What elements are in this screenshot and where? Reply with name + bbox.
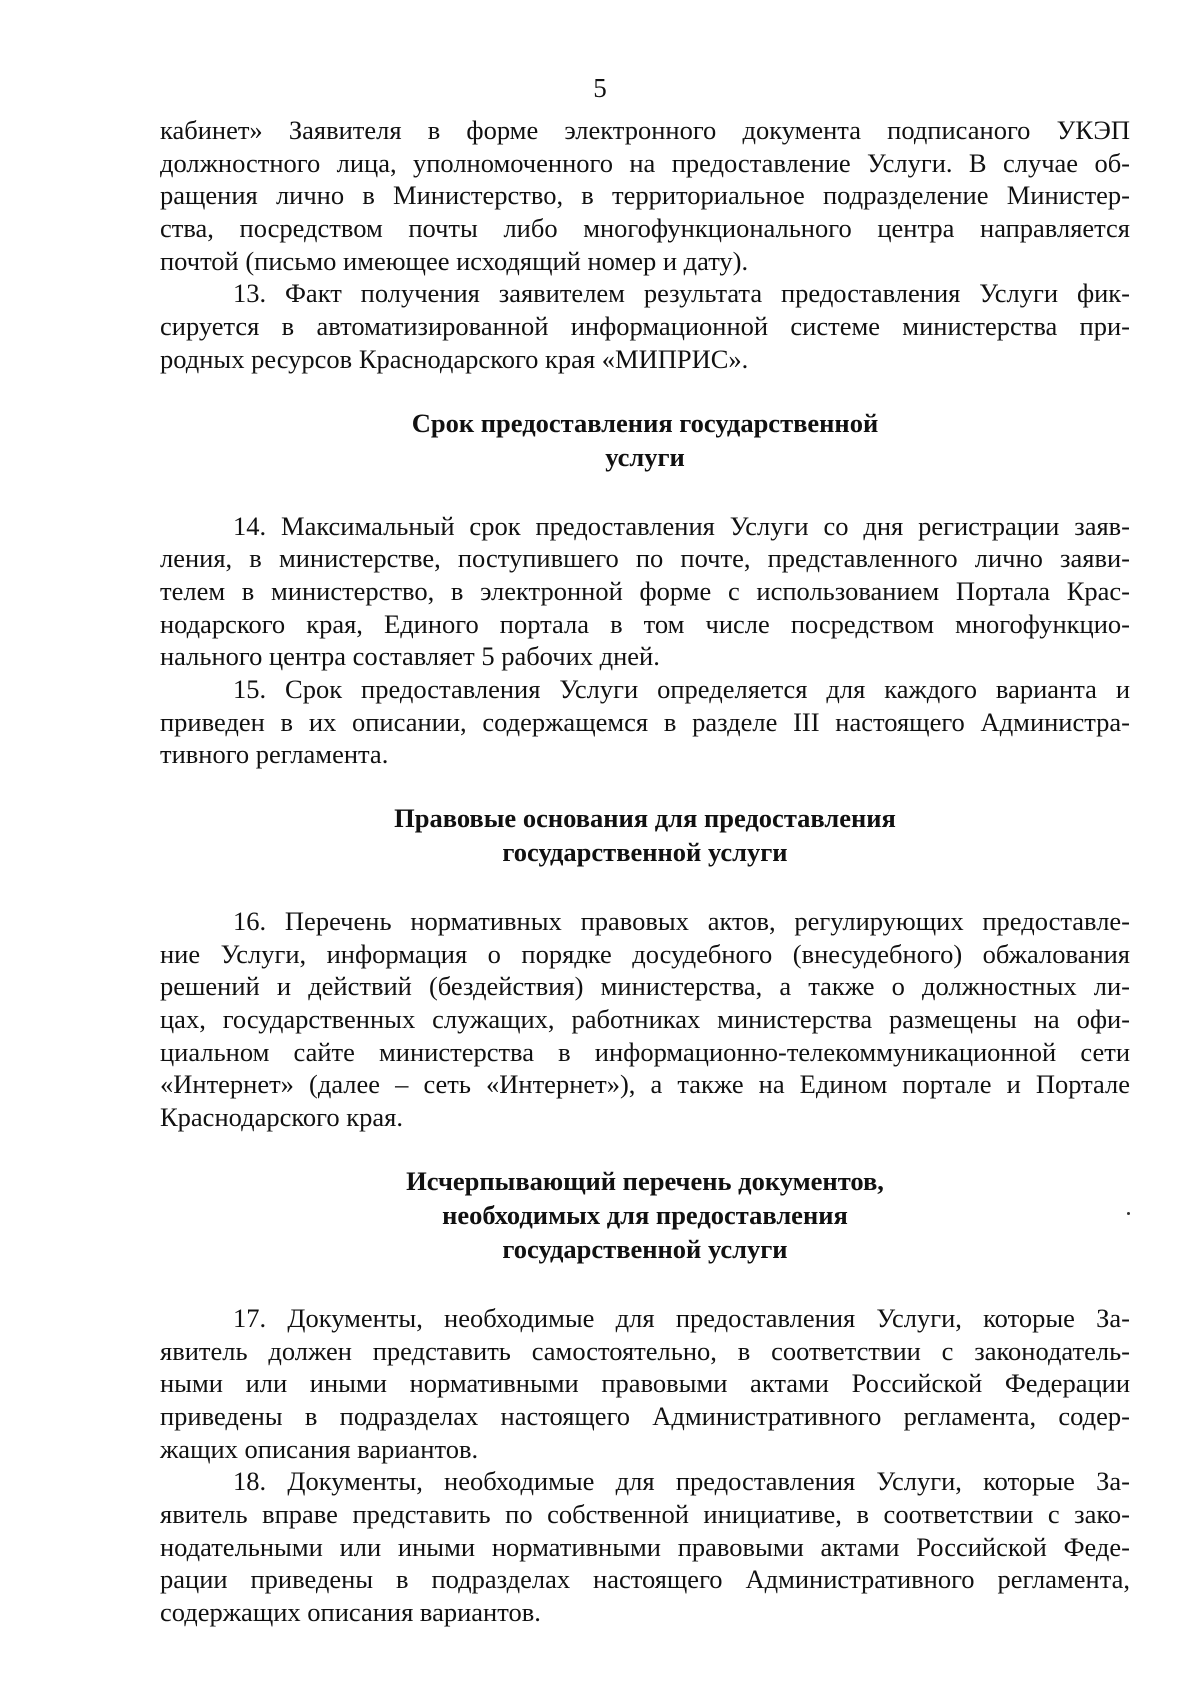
heading-line: услуги [605,441,685,472]
heading-line: Исчерпывающий перечень документов, [406,1165,884,1196]
text-line: «Интернет» (далее – сеть «Интернет»), а также на Едином портале и Портале [160,1069,1130,1100]
text-line: рации приведены в подразделах настоящего Административного регламента, [160,1564,1130,1595]
paragraph [160,510,1130,673]
text-line: содержащих описания вариантов. [160,1597,541,1627]
page-number: 5 [593,73,607,103]
text-line: явитель должен представить самостоятельно, в соответствии с законодатель- [160,1335,1130,1366]
paragraph [160,1302,1130,1465]
heading-line: Правовые основания для предоставления [394,803,896,833]
paragraph [160,905,1130,1134]
paragraph [160,1465,1130,1628]
text-line: телем в министерство, в электронной форме с использованием Портала Крас- [160,575,1130,606]
text-line: должностного лица, уполномоченного на предоставление Услуги. В случае об- [160,147,1130,178]
text-line: 16. Перечень нормативных правовых актов, регулирующих предоставле- [233,906,1130,936]
heading-line: государственной услуги [502,837,788,867]
paragraph [160,277,1130,375]
text-line: ращения лично в Министерство, в территориальное подразделение Министер- [160,180,1130,211]
text-line: решений и действий (бездействия) министерства, а также о должностных ли- [160,971,1130,1002]
text-line: нодательными или иными нормативными правовыми актами Российской Феде- [160,1531,1130,1562]
text-line: 18. Документы, необходимые для предоставления Услуги, которые За- [233,1466,1130,1497]
text-line: ления, в министерстве, поступившего по почте, представленного лично заяви- [160,543,1130,574]
document-body [160,114,1130,1629]
text-line: явитель вправе представить по собственной инициативе, в соответствии с зако- [160,1498,1130,1529]
section-heading [160,801,1130,869]
text-line: 14. Максимальный срок предоставления Услуги со дня регистрации заяв- [233,510,1130,541]
text-line: циальном сайте министерства в информационно-телекоммуникационной сети [160,1036,1130,1067]
text-line: нодарского края, Единого портала в том числе посредством многофункцио- [160,608,1130,639]
text-line: ными или иными нормативными правовыми актами Российской Федерации [160,1368,1130,1399]
text-line: приведен в их описании, содержащемся в разделе III настоящего Администра- [160,706,1130,737]
text-line: жащих описания вариантов. [160,1433,479,1464]
text-line: 15. Срок предоставления Услуги определяется для каждого варианта и [233,673,1130,704]
text-line: кабинет» Заявителя в форме электронного документа подписаного УКЭП [160,115,1130,145]
section-heading [160,1164,1130,1266]
section-heading [160,406,1130,474]
heading-line: государственной услуги [502,1233,788,1264]
text-line: родных ресурсов Краснодарского края «МИПРИС». [160,343,749,374]
text-line: ства, посредством почты либо многофункционального центра направляется [160,213,1130,244]
paragraph [160,673,1130,771]
text-line: сируется в автоматизированной информационной системе министерства при- [160,311,1130,342]
text-line: Краснодарского края. [160,1102,403,1133]
heading-line: необходимых для предоставления [442,1199,848,1230]
text-line: тивного регламента. [160,739,389,770]
text-line: ние Услуги, информация о порядке досудебного (внесудебного) обжалования [160,938,1130,969]
text-line: нального центра составляет 5 рабочих дней. [160,641,660,672]
text-line: 13. Факт получения заявителем результата предоставления Услуги фик- [233,278,1130,309]
text-line: 17. Документы, необходимые для предоставления Услуги, которые За- [233,1302,1130,1333]
paragraph [160,114,1130,277]
text-line: приведены в подразделах настоящего Административного регламента, содер- [160,1400,1130,1431]
scan-speck [1127,1212,1130,1215]
heading-line: Срок предоставления государственной [411,407,879,438]
text-line: почтой (письмо имеющее исходящий номер и дату). [160,245,749,276]
text-line: цах, государственных служащих, работниках министерства размещены на офи- [160,1004,1130,1035]
